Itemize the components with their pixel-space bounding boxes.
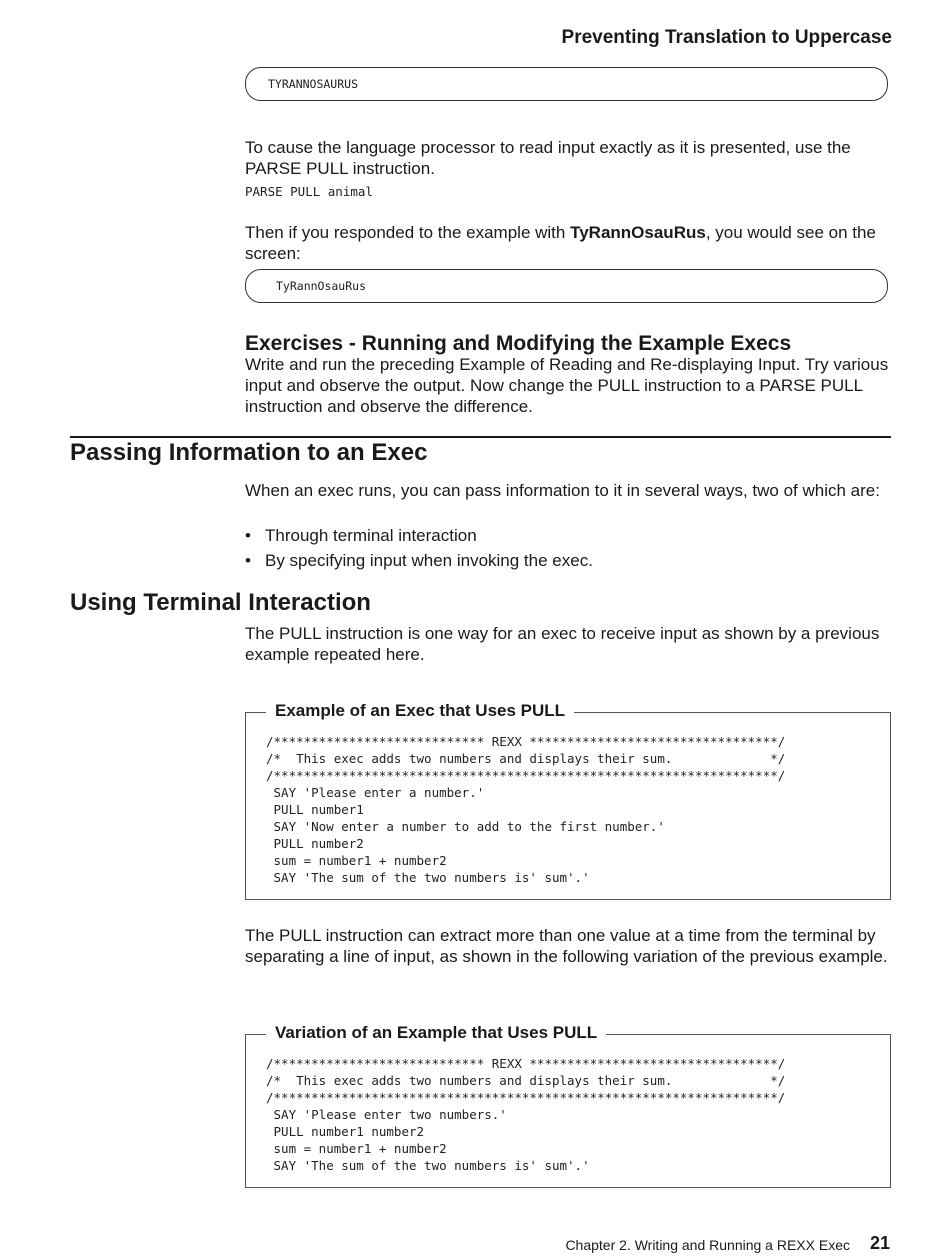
figure-example-pull	[245, 701, 891, 900]
bullet-text: By specifying input when invoking the exec.	[265, 551, 593, 570]
section-intro-passing: When an exec runs, you can pass information to it in several ways, two of which are:	[245, 481, 880, 500]
paragraph-parse-pull: To cause the language processor to read input exactly as it is presented, use the PARSE PULL instruction.	[245, 138, 851, 178]
section-intro-terminal: The PULL instruction is one way for an exec to receive input as shown by a previous example repeated here.	[245, 624, 880, 664]
figure-code-block: /**************************** REXX *********************************/ /* This exec adds two numbers and displays their sum. */ /*******************************************************************/ SAY 'Please enter two numbers.' PULL number1 number2 sum = number1 + number2 SAY 'The sum of the two numbers is' sum'.'	[266, 1056, 786, 1173]
screen-output-box	[245, 67, 888, 101]
screen-output-text-2: TyRannOsauRus	[276, 279, 367, 293]
screen-output-text: TYRANNOSAURUS	[268, 77, 359, 91]
figure-variation-pull	[245, 1023, 891, 1188]
bullet-item	[245, 526, 477, 546]
section-divider	[70, 436, 891, 438]
screen-output-box-2	[245, 269, 888, 303]
bullet-text: Through terminal interaction	[265, 526, 477, 545]
paragraph-response	[245, 222, 893, 264]
paragraph-response-bold: TyRannOsauRus	[570, 223, 706, 242]
code-line-parse-pull: PARSE PULL animal	[245, 184, 373, 199]
running-head: Preventing Translation to Uppercase	[561, 27, 892, 48]
footer-page-number: 21	[869, 1233, 890, 1253]
paragraph-pull-multiple: The PULL instruction can extract more than one value at a time from the terminal by separating a line of input, as shown in the following variation of the previous example.	[245, 926, 888, 966]
paragraph-response-after: , you would see on the screen:	[245, 223, 876, 263]
bullet-glyph: •	[245, 526, 251, 545]
exercises-text: Write and run the preceding Example of Reading and Re-displaying Input. Try various input and observe the output. Now change the PULL instruction to a PARSE PULL instruction and observe the difference.	[245, 355, 889, 416]
figure-title: Variation of an Example that Uses PULL	[266, 1023, 606, 1043]
bullet-glyph: •	[245, 551, 251, 570]
figure-title: Example of an Exec that Uses PULL	[266, 701, 574, 721]
section-heading-passing-information: Passing Information to an Exec	[70, 439, 428, 466]
figure-code-block: /**************************** REXX *********************************/ /* This exec adds two numbers and displays their sum. */ /*******************************************************************/ SAY 'Please enter a number.' PULL number1 SAY 'Now enter a number to add to the first number.' PULL number2 sum = number1 + number2 SAY 'The sum of the two numbers is' sum'.'	[266, 734, 786, 885]
paragraph-response-before: Then if you responded to the example with	[245, 223, 571, 242]
exercises-heading: Exercises - Running and Modifying the Example Execs	[245, 332, 792, 355]
section-heading-terminal-interaction: Using Terminal Interaction	[70, 589, 371, 616]
bullet-item	[245, 551, 593, 571]
footer-chapter: Chapter 2. Writing and Running a REXX Exec	[565, 1237, 850, 1253]
